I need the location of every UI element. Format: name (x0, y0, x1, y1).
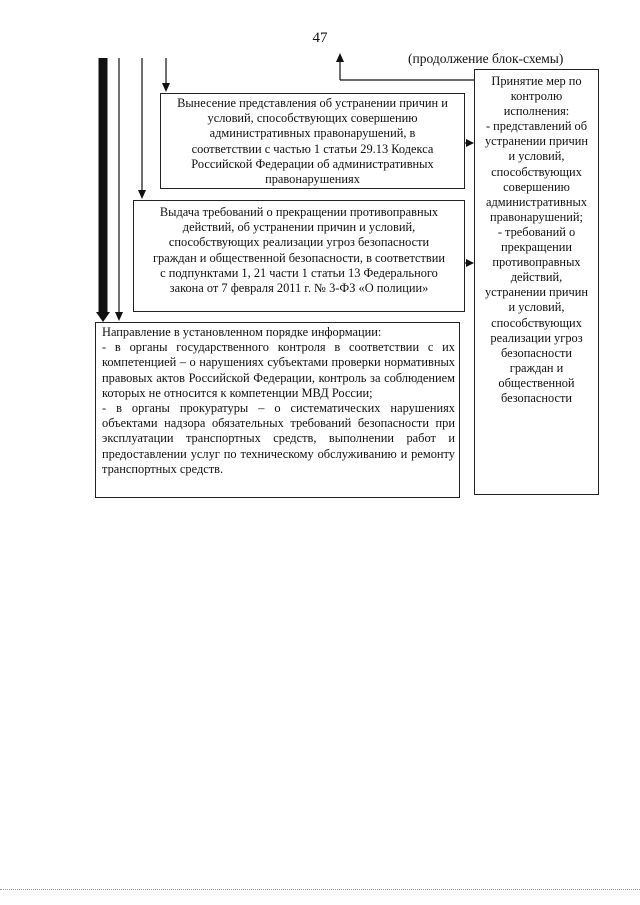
control-measures-box (474, 69, 599, 495)
requirements-line: закона от 7 февраля 2011 г. № 3-ФЗ «О полиции» (169, 281, 429, 296)
continuation-caption: (продолжение блок-схемы) (408, 51, 564, 66)
thick-flow-arrowhead (96, 312, 110, 322)
representation-line: Российской Федерации об административных (191, 156, 434, 171)
control-line: совершению (503, 179, 570, 194)
information-box (95, 322, 460, 498)
requirements-box (133, 200, 465, 312)
flow-line-2-arrowhead (138, 190, 146, 199)
information-title: Направление в установленном порядке информации: (102, 325, 382, 339)
requirements-line: Выдача требований о прекращении противоправных (159, 205, 439, 219)
control-line: Принятие мер по (491, 74, 582, 88)
control-line: и условий, (508, 300, 565, 315)
representation-line: правонарушениях (265, 172, 360, 187)
requirements-line: способствующих реализации угроз безопасности (168, 235, 430, 250)
information-item-prosecution: - в органы прокуратуры – о систематических нарушениях объектами надзора обязательных требований безопасности при эксплуатации транспортных средств, выполнении работ и предоставлении услуг по техническому обслуживанию и ремонту транспортных средств. (102, 401, 455, 476)
control-line: - представлений об (485, 119, 588, 134)
control-line: способствующих (491, 315, 582, 330)
flow-line-3-arrowhead (162, 83, 170, 92)
control-line: прекращении (501, 240, 572, 255)
representation-line: Вынесение представления об устранении причин и (177, 96, 448, 110)
control-line: противоправных (492, 255, 581, 270)
requirements-line: с подпунктами 1, 21 части 1 статьи 13 Федерального (160, 265, 438, 280)
page-number: 47 (312, 30, 328, 46)
control-line: безопасности (500, 390, 573, 405)
return-arrowhead (336, 53, 344, 62)
control-line: действий, (510, 270, 563, 285)
control-line: исполнения: (503, 104, 570, 119)
representation-line: условий, способствующих совершению (207, 111, 418, 126)
control-line: - требований о (497, 224, 576, 239)
control-line: контролю (510, 89, 563, 104)
representation-box (160, 93, 465, 189)
requirements-line: граждан и общественной безопасности, в соответствии (152, 250, 446, 265)
control-line: общественной (498, 375, 575, 390)
control-line: и условий, (508, 149, 565, 164)
control-line: способствующих (491, 164, 582, 179)
control-line: граждан и (509, 360, 564, 375)
information-item-control-bodies: - в органы государственного контроля в соответствии с их компетенцией – о нарушениях субъектами проверки нормативных правовых актов Российской Федерации, контроль за соблюдением которых не относится к компетенции МВД России; (102, 340, 455, 400)
control-line: правонарушений; (489, 209, 584, 224)
representation-line: соответствии с частью 1 статьи 29.13 Кодекса (191, 141, 434, 156)
requirements-line: действий, об устранении причин и условий, (182, 220, 416, 235)
control-line: устранении причин (484, 134, 589, 149)
control-line: административных (485, 194, 588, 209)
flow-line-1-arrowhead (115, 312, 123, 321)
control-line: устранении причин (484, 285, 589, 300)
scan-footer-divider (0, 889, 640, 890)
control-line: безопасности (500, 345, 573, 360)
representation-line: административных правонарушений, в (209, 126, 416, 141)
control-line: реализации угроз (490, 330, 583, 345)
